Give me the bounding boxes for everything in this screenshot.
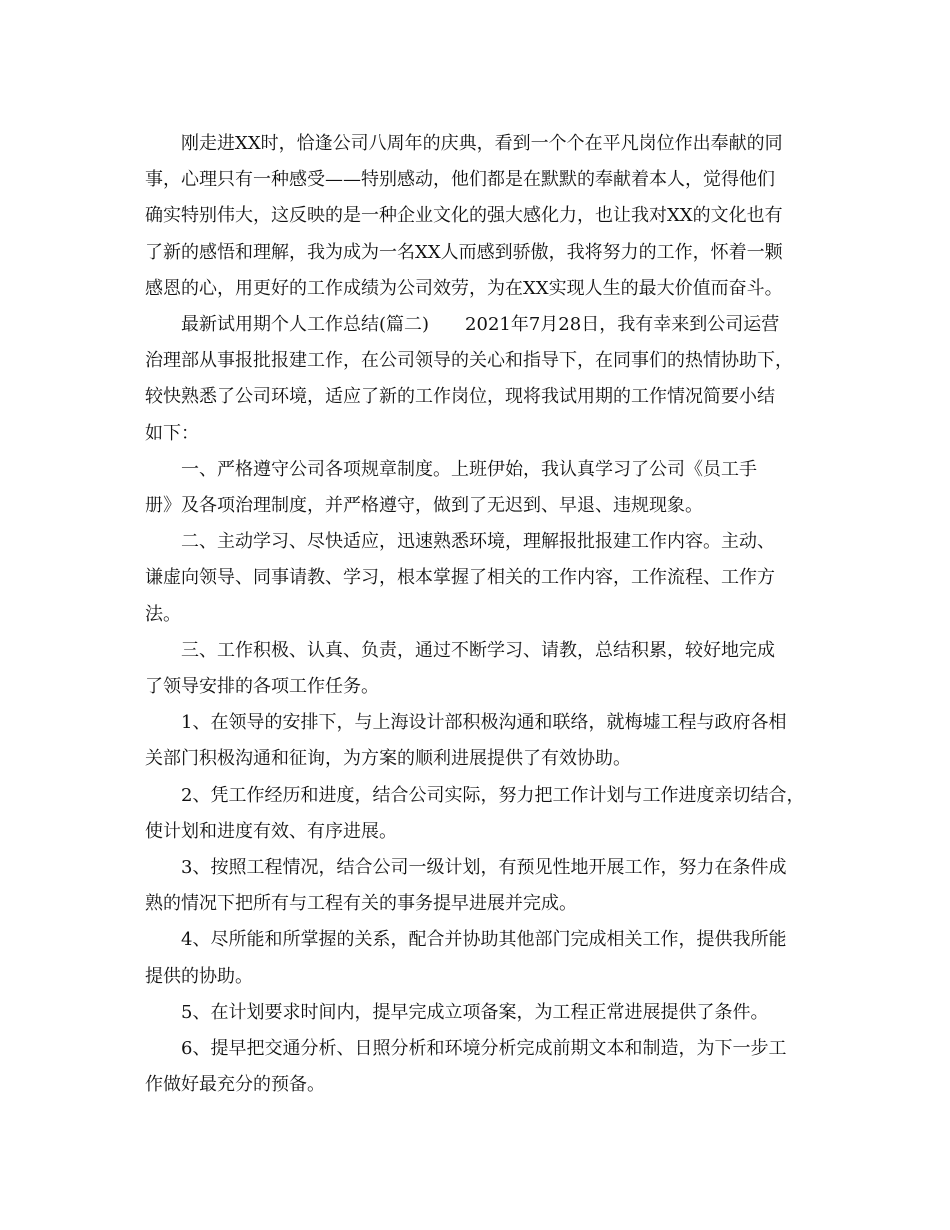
text-line: 2、凭工作经历和进度，结合公司实际，努力把工作计划与工作进度亲切结合， xyxy=(181,784,805,806)
text-line: 事，心理只有一种感受——特别感动，他们都是在默默的奉献着本人，觉得他们 xyxy=(145,169,775,191)
paragraph xyxy=(145,705,810,777)
text-line: 5、在计划要求时间内，提早完成立项备案，为工程正常进展提供了条件。 xyxy=(181,1001,769,1023)
text-line: 谦虚向领导、同事请教、学习，根本掌握了相关的工作内容，工作流程、工作方 xyxy=(145,567,775,589)
text-line: 法。 xyxy=(145,603,181,625)
paragraph xyxy=(145,126,810,307)
text-line: 册》及各项治理制度，并严格遵守，做到了无迟到、早退、违规现象。 xyxy=(145,495,703,517)
paragraph xyxy=(145,307,810,452)
text-line: 3、按照工程情况，结合公司一级计划，有预见性地开展工作，努力在条件成 xyxy=(181,857,787,879)
text-line: 使计划和进度有效、有序进展。 xyxy=(145,820,397,842)
text-line: 较快熟悉了公司环境，适应了新的工作岗位，现将我试用期的工作情况简要小结 xyxy=(145,386,775,408)
paragraph xyxy=(145,995,810,1031)
paragraph xyxy=(145,452,810,524)
text-line: 4、尽所能和所掌握的关系，配合并协助其他部门完成相关工作，提供我所能 xyxy=(181,929,787,951)
text-line: 6、提早把交通分析、日照分析和环境分析完成前期文本和制造，为下一步工 xyxy=(181,1038,787,1060)
text-line: 如下： xyxy=(145,422,199,444)
text-line: 作做好最充分的预备。 xyxy=(145,1074,325,1096)
text-line: 了领导安排的各项工作任务。 xyxy=(145,676,379,698)
paragraph xyxy=(145,850,810,922)
text-line: 治理部从事报批报建工作，在公司领导的关心和指导下，在同事们的热情协助下， xyxy=(145,350,793,372)
text-line: 三、工作积极、认真、负责，通过不断学习、请教，总结积累，较好地完成 xyxy=(181,639,775,661)
paragraph xyxy=(145,922,810,994)
text-line: 提供的协助。 xyxy=(145,965,253,987)
text-line: 确实特别伟大，这反映的是一种企业文化的强大感化力，也让我对XX的文化也有 xyxy=(145,205,783,227)
text-line: 一、严格遵守公司各项规章制度。上班伊始，我认真学习了公司《员工手 xyxy=(181,458,757,480)
text-line: 1、在领导的安排下，与上海设计部积极沟通和联络，就梅墟工程与政府各相 xyxy=(181,712,787,734)
text-line: 感恩的心，用更好的工作成绩为公司效劳，为在XX实现人生的最大价值而奋斗。 xyxy=(145,277,783,299)
text-line: 最新试用期个人工作总结(篇二) 2021年7月28日，我有幸来到公司运营 xyxy=(181,314,780,336)
text-line: 了新的感悟和理解，我为成为一名XX人而感到骄傲，我将努力的工作，怀着一颗 xyxy=(145,241,783,263)
text-line: 熟的情况下把所有与工程有关的事务提早进展并完成。 xyxy=(145,893,577,915)
document-body xyxy=(145,126,810,1103)
text-line: 刚走进XX时，恰逢公司八周年的庆典，看到一个个在平凡岗位作出奉献的同 xyxy=(181,133,783,154)
paragraph xyxy=(145,633,810,705)
paragraph xyxy=(145,778,810,850)
paragraph xyxy=(145,1031,810,1103)
paragraph xyxy=(145,524,810,633)
text-line: 二、主动学习、尽快适应，迅速熟悉环境，理解报批报建工作内容。主动、 xyxy=(181,531,775,553)
text-line: 关部门积极沟通和征询，为方案的顺利进展提供了有效协助。 xyxy=(145,748,631,770)
